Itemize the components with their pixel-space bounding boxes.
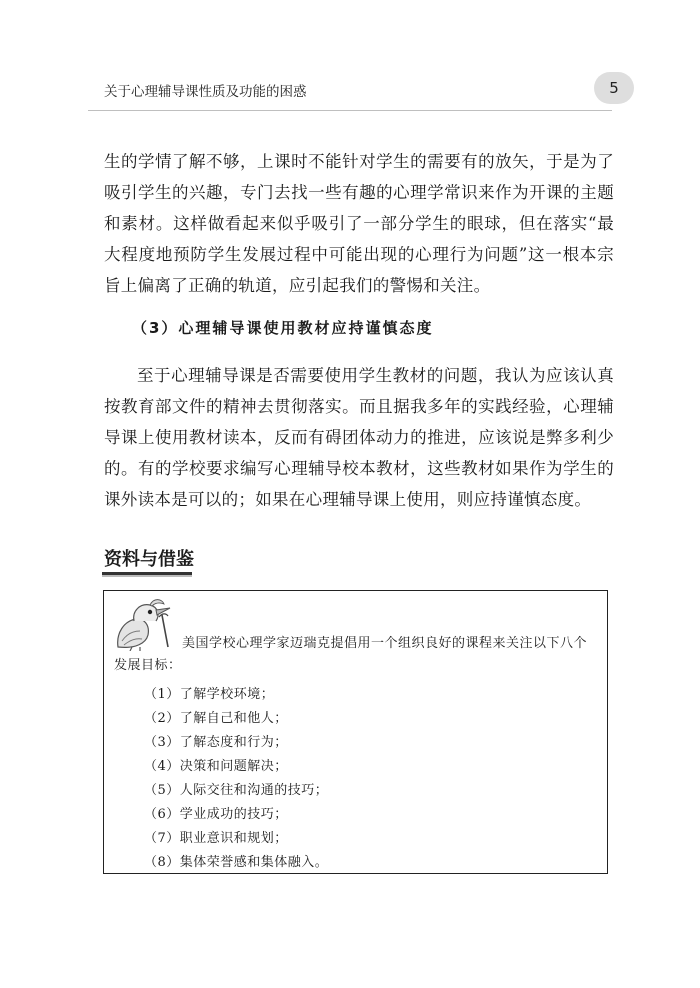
list-item: （2）了解自己和他人；: [144, 711, 288, 726]
list-item: （1）了解学校环境；: [144, 687, 275, 702]
section-heading: 资料与借鉴: [104, 549, 194, 570]
list-item: （5）人际交往和沟通的技巧；: [144, 783, 329, 798]
running-title: 关于心理辅导课性质及功能的困惑: [104, 84, 307, 100]
list-item: （8）集体荣誉感和集体融入。: [144, 855, 329, 870]
body-paragraph-1: 生的学情了解不够，上课时不能针对学生的需要有的放矢，于是为了吸引学生的兴趣，专门去找一些有趣的心理学常识来作为开课的主题和素材。这样做看起来似乎吸引了一部分学生的眼球，但在落实“最大程度地预防学生发展过程中可能出现的心理行为问题”这一根本宗旨上偏离了正确的轨道，应引起我们的警惕和关注。: [104, 152, 614, 295]
list-item: （6）学业成功的技巧；: [144, 807, 288, 822]
subheading: （3）心理辅导课使用教材应持谨慎态度: [132, 319, 434, 337]
reference-box: [103, 590, 608, 874]
header-rule: [88, 110, 612, 111]
box-intro-text: 美国学校心理学家迈瑞克提倡用一个组织良好的课程来关注以下八个发展目标：: [114, 636, 588, 673]
list-item: （4）决策和问题解决；: [144, 759, 288, 774]
goal-list: [144, 683, 328, 875]
body-paragraph-2: 至于心理辅导课是否需要使用学生教材的问题，我认为应该认真按教育部文件的精神去贯彻落实。而且据我多年的实践经验，心理辅导课上使用教材读本，反而有碍团体动力的推进，应该说是弊多利少的。有的学校要求编写心理辅导校本教材，这些教材如果作为学生的课外读本是可以的；如果在心理辅导课上使用，则应持谨慎态度。: [104, 366, 614, 509]
page-number: 5: [594, 72, 634, 104]
list-item: （7）职业意识和规划；: [144, 831, 288, 846]
list-item: （3）了解态度和行为；: [144, 735, 288, 750]
section-underline-shadow: [102, 575, 192, 577]
